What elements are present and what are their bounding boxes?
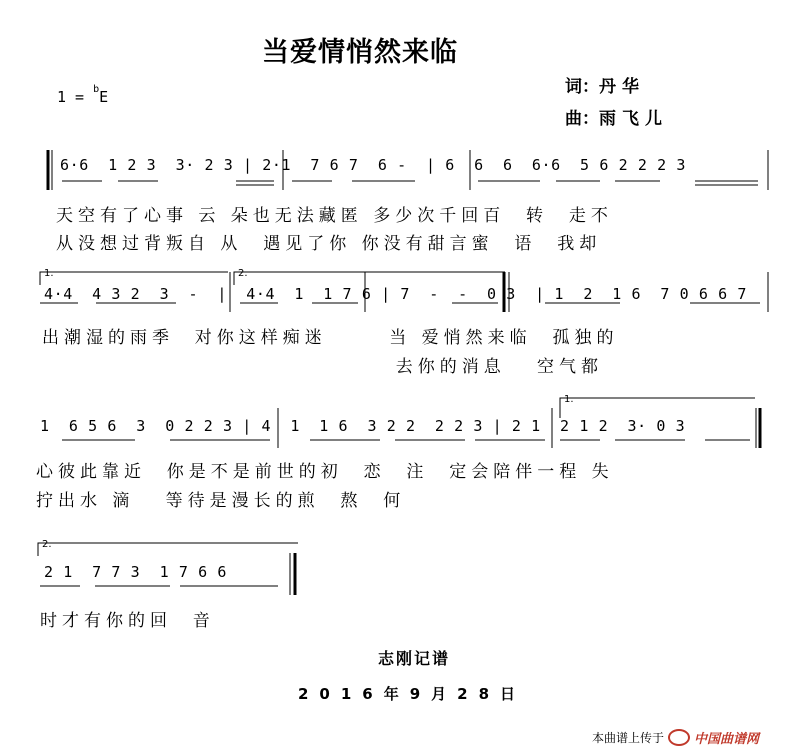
notation-row-2: 4·4 4 3 2 3 - | 4·4 1 1 7 6 | 7 - - 0 3 | 1 2 1 6 7 0 6 6 7 [44, 285, 748, 303]
composer-name: 雨飞儿 [599, 109, 668, 129]
volta-1b-bracket [560, 398, 755, 418]
upload-credit [592, 728, 759, 747]
site-logo-icon [668, 729, 690, 746]
lyrics-row-2-verse-1: 出潮湿的雨季 对你这样痴迷 当 爱悄然来临 孤独的 [42, 328, 619, 348]
lyrics-row-3-verse-1: 心彼此靠近 你是不是前世的初 恋 注 定会陪伴一程 失 [36, 462, 614, 482]
volta-2-label: 2. [238, 268, 248, 279]
key-prefix: 1 = [57, 88, 94, 106]
lyricist-name: 丹华 [599, 77, 645, 97]
lyrics-row-3-verse-2: 拧出水 滴 等待是漫长的煎 熬 何 [36, 491, 406, 511]
volta-2b-bracket [38, 543, 298, 556]
notation-row-1: 6·6 1 2 3 3· 2 3 | 2·1 7 6 7 6 - | 6 6 6 6·6 5 6 2 2 2 3 [60, 156, 686, 174]
key-flat: b [93, 84, 100, 95]
volta-1-label: 1. [44, 268, 54, 279]
date: 2016年9月28日 [298, 685, 527, 703]
transcriber: 志刚记谱 [378, 649, 451, 668]
volta-2-bracket [234, 272, 505, 285]
volta-2b-label: 2. [42, 539, 52, 550]
volta-1-bracket [40, 272, 228, 285]
song-title: 当爱情悄然来临 [262, 37, 458, 68]
lyrics-row-1-verse-2: 从没想过背叛自 从 遇见了你 你没有甜言蜜 语 我却 [56, 234, 602, 254]
lyrics-row-1-verse-1: 天空有了心事 云 朵也无法藏匿 多少次千回百 转 走不 [56, 206, 613, 226]
upload-site[interactable]: 中国曲谱网 [694, 732, 760, 747]
volta-1b-label: 1. [564, 394, 574, 405]
lyrics-row-4-verse-1: 时才有你的回 音 [40, 611, 215, 631]
notation-row-4: 2 1 7 7 3 1 7 6 6 [44, 563, 227, 581]
key-note: E [99, 88, 109, 106]
lyrics-row-2-verse-2: 去你的消息 空气都 [42, 357, 603, 377]
lyricist-label: 词： [565, 77, 599, 97]
upload-text: 本曲谱上传于 [592, 731, 665, 745]
composer-label: 曲： [565, 109, 599, 129]
notation-row-3: 1 6 5 6 3 0 2 2 3 | 4 1 1 6 3 2 2 2 2 3 | 2 1 2 1 2 3· 0 3 [40, 417, 686, 435]
